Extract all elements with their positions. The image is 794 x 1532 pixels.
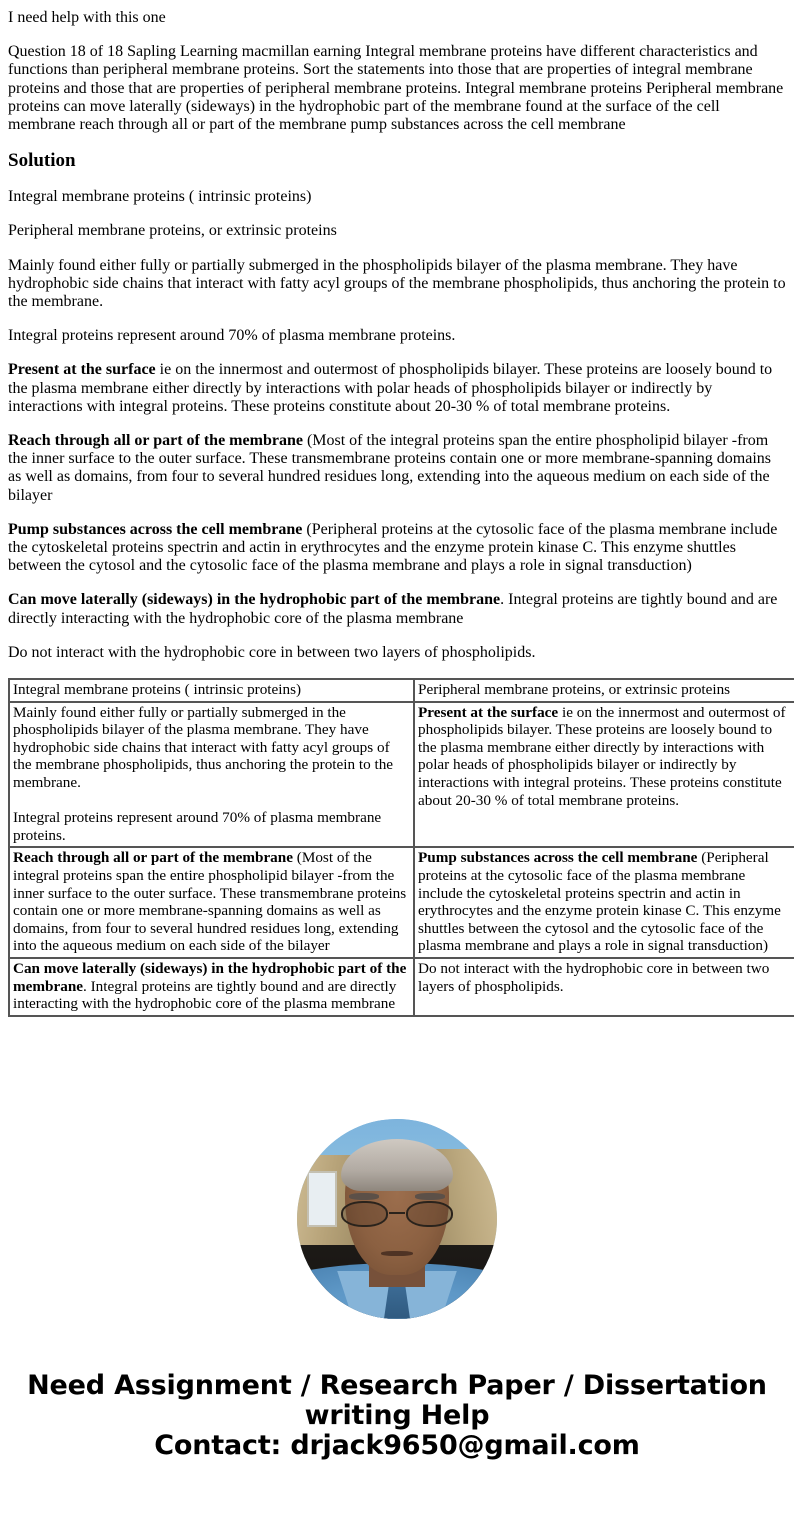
intro-text: I need help with this one: [8, 9, 166, 26]
promo-line-2: writing Help: [304, 1399, 490, 1431]
avatar-lens-left: [341, 1201, 388, 1227]
avatar-background-frame: [307, 1171, 337, 1227]
cell-text-primary: ie on the innermost and outermost of phospholipids bilayer. These proteins are loosely bound to the plasma membrane either directly by interactions with polar heads of phospholipids bilayer or indirectly by interactions with integral proteins. These proteins constitute about 20-30 % of total membrane proteins.: [418, 703, 786, 809]
paragraph-integral-definition: Integral membrane proteins ( intrinsic proteins): [8, 188, 312, 206]
table-row: [9, 679, 794, 702]
cell-lead-in: Can move laterally (sideways) in the hydrophobic part of the membrane: [13, 959, 407, 995]
avatar-mouth: [381, 1251, 413, 1256]
table-cell-peripheral-do-not-interact: Do not interact with the hydrophobic core in between two layers of phospholipids.: [414, 958, 794, 1016]
paragraph-do-not-interact: Do not interact with the hydrophobic core in between two layers of phospholipids.: [8, 643, 536, 661]
promo-footer: [0, 1371, 794, 1461]
document-page: [0, 9, 794, 1461]
table-header-cell-peripheral: Peripheral membrane proteins, or extrinsic proteins: [414, 679, 794, 702]
cell-text-primary: . Integral proteins are tightly bound and are directly interacting with the hydrophobic core of the plasma membrane: [13, 977, 397, 1013]
table-cell-integral-reach-through: [9, 847, 414, 958]
paragraph-present-at-surface: [8, 361, 786, 416]
avatar-glasses: [341, 1201, 453, 1227]
promo-line-1: Need Assignment / Research Paper / Dissertation: [27, 1369, 767, 1401]
cell-lead-in: Present at the surface: [418, 703, 559, 721]
cell-text-primary: (Most of the integral proteins span the entire phospholipid bilayer -from the inner surface to the outer surface. These transmembrane proteins contain one or more membrane-spanning domains as well as domains, from four to several hundred residues long, extending into the aqueous medium on each side of the bilayer: [13, 849, 407, 955]
paragraph-mainly-found: Mainly found either fully or partially submerged in the phospholipids bilayer of the plasma membrane. They have hydrophobic side chains that interact with fatty acyl groups of the membrane phospholipids, thus anchoring the protein to the membrane.: [8, 256, 786, 311]
paragraph-peripheral-definition: Peripheral membrane proteins, or extrinsic proteins: [8, 222, 337, 240]
body-present-at-surface: ie on the innermost and outermost of phospholipids bilayer. These proteins are loosely bound to the plasma membrane either directly by interactions with polar heads of phospholipids bilayer or indirectly by interactions with integral proteins. These proteins constitute about 20-30 % of total membrane proteins.: [8, 361, 773, 415]
paragraph-move-laterally: [8, 591, 786, 627]
paragraph-pump-substances: [8, 521, 786, 576]
paragraph-reach-through: [8, 432, 786, 505]
cell-text-secondary: Integral proteins represent around 70% of plasma membrane proteins.: [13, 809, 382, 844]
avatar-eyebrow-right: [415, 1193, 445, 1200]
avatar-lens-right: [406, 1201, 453, 1227]
avatar-container: [0, 1119, 794, 1319]
table-row: [9, 958, 794, 1016]
promo-contact-email: Contact: drjack9650@gmail.com: [154, 1429, 640, 1461]
body-reach-through: (Most of the integral proteins span the entire phospholipid bilayer -from the inner surface to the outer surface. These transmembrane proteins contain one or more membrane-spanning domains as well as domains, from four to several hundred residues long, extending into the aqueous medium on each side of the bilayer: [8, 432, 771, 504]
cell-spacer: [13, 792, 410, 810]
lead-in-pump-substances: Pump substances across the cell membrane: [8, 520, 303, 538]
paragraph-integral-percentage: Integral proteins represent around 70% of plasma membrane proteins.: [8, 327, 456, 345]
table-cell-peripheral-pump-substances: [414, 847, 794, 958]
avatar: [297, 1119, 497, 1319]
lead-in-present-at-surface: Present at the surface: [8, 361, 156, 379]
document-body: [0, 9, 794, 662]
lead-in-reach-through: Reach through all or part of the membrane: [8, 432, 303, 450]
cell-lead-in: Reach through all or part of the membrane: [13, 849, 293, 867]
table-row: [9, 847, 794, 958]
cell-text-primary: Mainly found either fully or partially submerged in the phospholipids bilayer of the plasma membrane. They have hydrophobic side chains that interact with fatty acyl groups of the membrane phospholipids, thus anchoring the protein to the membrane.: [13, 703, 394, 792]
lead-in-move-laterally: Can move laterally (sideways) in the hydrophobic part of the membrane: [8, 591, 501, 609]
avatar-glasses-bridge: [389, 1212, 405, 1215]
body-move-laterally: . Integral proteins are tightly bound and are directly interacting with the hydrophobic core of the plasma membrane: [8, 591, 778, 627]
table-cell-peripheral-present-at-surface: [414, 702, 794, 848]
cell-lead-in: Pump substances across the cell membrane: [418, 849, 698, 867]
question-text: Question 18 of 18 Sapling Learning macmillan earning Integral membrane proteins have different characteristics and functions than peripheral membrane proteins. Sort the statements into those that are properties of integral membrane proteins and those that are properties of peripheral membrane proteins. Integral membrane proteins Peripheral membrane proteins can move laterally (sideways) in the hydrophobic part of the membrane found at the surface of the cell membrane reach through all or part of the membrane pump substances across the cell membrane: [8, 43, 784, 134]
solution-heading: Solution: [8, 150, 76, 172]
table-cell-integral-move-laterally: [9, 958, 414, 1016]
body-pump-substances: (Peripheral proteins at the cytosolic face of the plasma membrane include the cytoskeletal proteins spectrin and actin in erythrocytes and the enzyme protein kinase C. This enzyme shuttles between the cytosol and the cytosolic face of the plasma membrane and plays a role in signal transduction): [8, 520, 778, 575]
comparison-table: [8, 678, 794, 1017]
table-row: [9, 702, 794, 848]
cell-text-primary: (Peripheral proteins at the cytosolic face of the plasma membrane include the cytoskeletal proteins spectrin and actin in erythrocytes and the enzyme protein kinase C. This enzyme shuttles between the cytosol and the cytosolic face of the plasma membrane and plays a role in signal transduction): [418, 849, 781, 955]
table-cell-integral-mainly-found: [9, 702, 414, 848]
avatar-eyebrow-left: [349, 1193, 379, 1200]
table-header-cell-integral: Integral membrane proteins ( intrinsic proteins): [9, 679, 414, 702]
